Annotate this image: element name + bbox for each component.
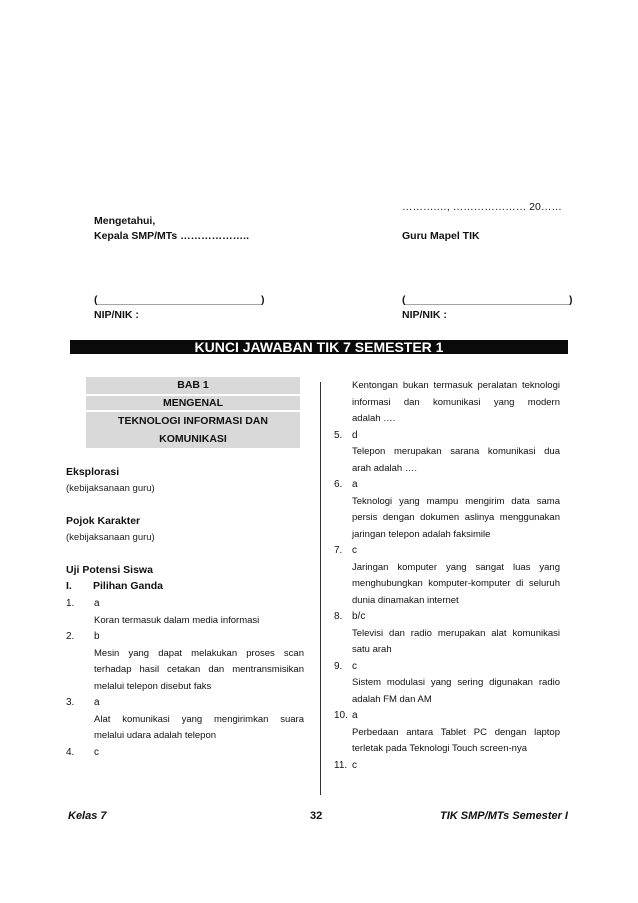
date-line: ……….…, ………………… 20…… <box>402 201 562 213</box>
chapter-title-line2: TEKNOLOGI INFORMASI DAN <box>118 415 268 427</box>
explanation-line: informasi dan komunikasi yang modern <box>352 397 560 408</box>
explanation-line: Alat komunikasi yang mengirimkan suara <box>94 714 304 725</box>
explanation-line: satu arah <box>352 644 392 655</box>
eksplorasi-note: (kebijaksanaan guru) <box>66 483 155 494</box>
footer-book-title: TIK SMP/MTs Semester I <box>440 810 568 822</box>
question-number: 6. <box>334 479 343 490</box>
question-number: 9. <box>334 661 343 672</box>
teacher-sign-line: (____________________________) <box>402 294 573 306</box>
explanation-line: terhadap hasil cetakan dan mentransmisikan <box>94 664 304 675</box>
explanation-line: Telepon merupakan sarana komunikasi dua <box>352 446 560 457</box>
pilihan-ganda-heading: Pilihan Ganda <box>93 580 164 592</box>
page-number: 32 <box>310 810 323 822</box>
answer-letter: b/c <box>352 611 366 622</box>
answer-letter: c <box>352 545 357 556</box>
explanation-line: Koran termasuk dalam media informasi <box>94 615 260 626</box>
answer-letter: c <box>352 661 357 672</box>
explanation-line: Kentongan bukan termasuk peralatan teknologi <box>352 380 560 391</box>
pilihan-ganda-number: I. <box>66 580 72 592</box>
question-number: 11. <box>334 760 348 771</box>
teacher-nip: NIP/NIK : <box>402 309 447 321</box>
explanation-line: jaringan telepon adalah faksimile <box>352 529 491 540</box>
question-number: 3. <box>66 697 75 708</box>
answer-letter: d <box>352 430 358 441</box>
explanation-line: Televisi dan radio merupakan alat komunikasi <box>352 628 560 639</box>
eksplorasi-heading: Eksplorasi <box>66 466 120 478</box>
question-number: 5. <box>334 430 343 441</box>
explanation-line: adalah FM dan AM <box>352 694 432 705</box>
question-number: 1. <box>66 598 75 609</box>
chapter-title-line1: MENGENAL <box>86 396 300 410</box>
acknowledged-label: Mengetahui, <box>94 215 156 227</box>
principal-nip: NIP/NIK : <box>94 309 139 321</box>
explanation-line: persis dengan dokumen aslinya menggunakan <box>352 512 560 523</box>
uji-potensi-heading: Uji Potensi Siswa <box>66 564 153 576</box>
answer-letter: a <box>94 697 100 708</box>
principal-role: Kepala SMP/MTs ……………….. <box>94 230 249 242</box>
explanation-line: Jaringan komputer yang sangat luas yang <box>352 562 560 573</box>
explanation-line: melalui udara adalah telepon <box>94 730 217 741</box>
chapter-number: BAB 1 <box>86 377 300 394</box>
answer-letter: a <box>352 710 358 721</box>
explanation-line: adalah …. <box>352 413 396 424</box>
column-divider <box>320 382 321 795</box>
explanation-line: Mesin yang dapat melakukan proses scan <box>94 648 304 659</box>
explanation-line: terletak pada Teknologi Touch screen-nya <box>352 743 527 754</box>
explanation-line: arah adalah …. <box>352 463 417 474</box>
explanation-line: menghubungkan komputer-komputer di seluruh <box>352 578 560 589</box>
question-number: 10. <box>334 710 348 721</box>
teacher-role: Guru Mapel TIK <box>402 230 480 242</box>
explanation-line: dunia dinamakan internet <box>352 595 459 606</box>
answer-letter: a <box>94 598 100 609</box>
question-number: 7. <box>334 545 343 556</box>
explanation-line: melalui telepon disebut faks <box>94 681 212 692</box>
answer-letter: b <box>94 631 100 642</box>
explanation-line: Teknologi yang mampu mengirim data sama <box>352 496 560 507</box>
explanation-line: Sistem modulasi yang sering digunakan radio <box>352 677 560 688</box>
question-number: 8. <box>334 611 343 622</box>
chapter-title-line3: KOMUNIKASI <box>159 433 227 445</box>
principal-sign-line: (____________________________) <box>94 294 265 306</box>
answer-key-banner: KUNCI JAWABAN TIK 7 SEMESTER 1 <box>70 340 568 354</box>
pojok-karakter-note: (kebijaksanaan guru) <box>66 532 155 543</box>
question-number: 4. <box>66 747 75 758</box>
answer-letter: c <box>352 760 357 771</box>
pojok-karakter-heading: Pojok Karakter <box>66 515 141 527</box>
question-number: 2. <box>66 631 75 642</box>
answer-letter: a <box>352 479 358 490</box>
answer-letter: c <box>94 747 99 758</box>
explanation-line: Perbedaan antara Tablet PC dengan laptop <box>352 727 560 738</box>
footer-class: Kelas 7 <box>68 810 107 822</box>
chapter-title-box <box>86 412 300 448</box>
